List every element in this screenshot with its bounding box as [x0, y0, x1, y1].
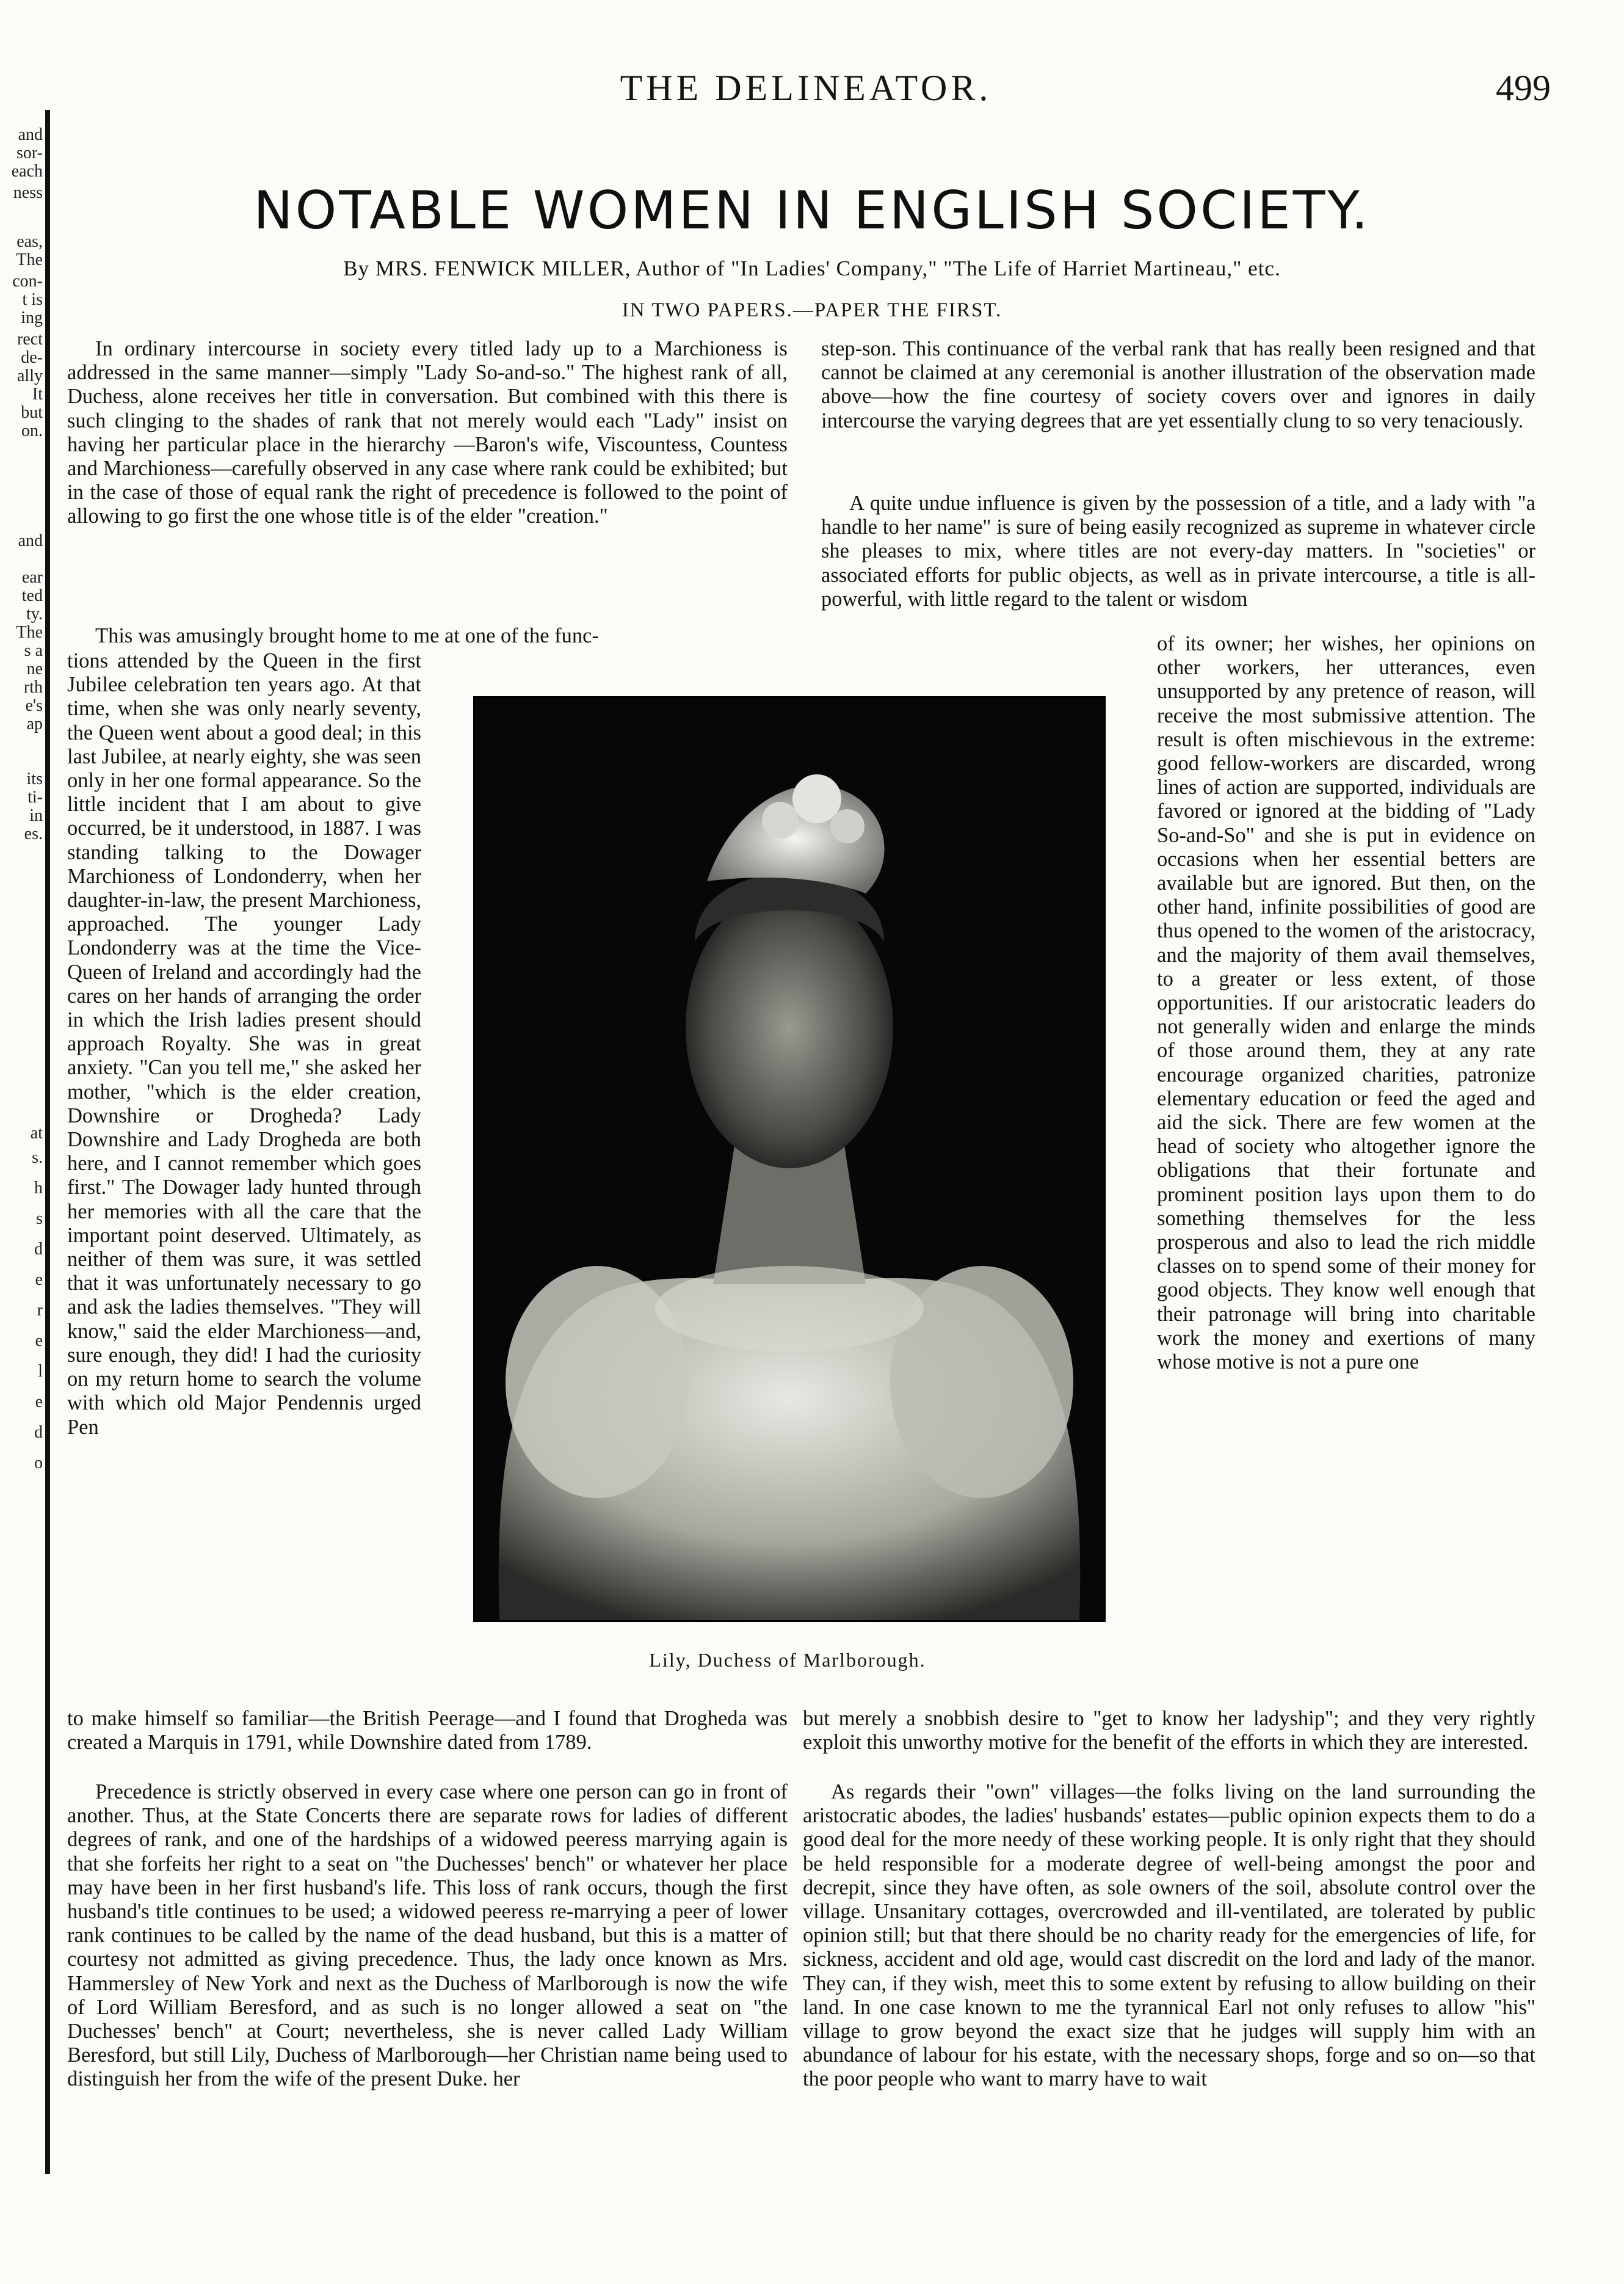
margin-fragment: e	[35, 1392, 43, 1411]
article-series-note: IN TWO PAPERS.—PAPER THE FIRST.	[622, 299, 1002, 321]
margin-fragment: d	[34, 1240, 43, 1259]
paragraph-3: Precedence is strictly observed in every case where one person can go in front of another. Thus, at the State Concerts there are separate rows for ladies of different degrees of rank, and one of the hardships of a widowed peeress marrying again is that she forfeits her right to a seat on "the Duchesses' bench" or whatever her place may have been in her first husband's life. This loss of rank occurs, though the first husband's title continues to be used; a widowed peeress re-marrying a peer of lower rank continues to be called by the name of the dead husband, but this is a matter of courtesy not admitted as giving precedence. Thus, the lady once known as Mrs. Hammersley of New York and next as the Duchess of Marlborough is now the wife of Lord William Beresford, and as such is no longer allowed a seat on "the Duchesses' bench" at Court; nevertheless, she is never called Lady William Beresford, but still Lily, Duchess of Marlborough—her Christian name being used to distinguish her from the wife of the present Duke. her	[67, 1780, 788, 2091]
margin-fragment: l	[38, 1362, 43, 1381]
margin-fragment: ty.	[26, 605, 43, 624]
margin-fragment: The	[16, 623, 43, 642]
paragraph-6: As regards their "own" villages—the folks living on the land surrounding the aristocratic abodes, the ladies' husbands' estates—public opinion expects them to do a good deal for the more needy of these working people. It is only right that they should be held responsible for a moderate degree of well-being amongst the poor and decrepit, since they have often, as sole owners of the soil, absolute control over the village. Unsanitary cottages, overcrowded and ill-ventilated, are tolerated by public opinion still; but that there should be no charity ready for the emergencies of life, for sickness, accident and old age, would cast discredit on the lord and lady of the manor. They can, if they wish, meet this to some extent by refusing to allow building on their land. In one case known to me the tyrannical Earl not only refuses to allow "his" village to grow beyond the exact size that he judges will supply him with an abundance of labour for his estate, with the necessary shops, forge and so on—so that the poor people who want to marry have to wait	[803, 1780, 1535, 2091]
article-byline: By MRS. FENWICK MILLER, Author of "In Ladies' Company," "The Life of Harriet Martineau," etc.	[343, 256, 1281, 280]
paragraph-5-close: but merely a snobbish desire to "get to know her ladyship"; and they very rightly exploit this unworthy motive for the benefit of the efforts in which they are interested.	[803, 1707, 1535, 1755]
margin-fragment: r	[37, 1301, 43, 1320]
margin-fragment: s.	[32, 1148, 43, 1167]
margin-fragment: t is	[22, 290, 43, 309]
portrait-photo	[473, 696, 1106, 1622]
margin-fragment: con-	[12, 272, 43, 291]
paragraph-5-lead: A quite undue influence is given by the possession of a title, and a lady with "a handle to her name" is sure of being easily recognized as supreme in whatever circle she pleases to mix, where titles are not every-day matters. In "societies" or associated efforts for public objects, as well as in private intercourse, a title is all-powerful, with little regard to the talent or wisdom	[821, 492, 1535, 611]
photo-caption: Lily, Duchess of Marlborough.	[649, 1649, 926, 1671]
magazine-name: THE DELINEATOR.	[620, 68, 992, 108]
margin-fragment: ing	[21, 308, 43, 327]
paragraph-2-wrap: tions attended by the Queen in the first Jubilee celebration ten years ago. At that time, when she was only nearly seventy, the Queen went about a good deal; in this last Jubilee, at nearly eighty, she was seen only in her one formal appearance. So the little incident that I am about to give occurred, be it understood, in 1887. I was standing talking to the Dowager Marchioness of Londonderry, when her daughter-in-law, the present Marchioness, approached. The younger Lady Londonderry was at the time the Vice-Queen of Ireland and accordingly had the cares on her hands of arranging the order in which the Irish ladies present should approach Royalty. She was in great anxiety. "Can you tell me," she asked her mother, "which is the elder creation, Downshire or Drogheda? Lady Downshire and Lady Drogheda are both here, and I cannot remember which goes first." The Dowager lady hunted through her memories with all the care that the important point deserved. Ultimately, as neither of them was sure, it was settled that it was unfortunately necessary to go and ask the ladies themselves. "They will know," said the elder Marchioness—and, sure enough, they did! I had the curiosity on my return home to search the volume with which old Major Pendennis urged Pen	[67, 649, 421, 1439]
adjacent-page-margin	[0, 0, 43, 2284]
paragraph-2-close: to make himself so familiar—the British Peerage—and I found that Drogheda was created a Marquis in 1791, while Downshire dated from 1789.	[67, 1707, 788, 1755]
margin-fragment: ti-	[27, 788, 43, 807]
paragraph-1: In ordinary intercourse in society every titled lady up to a Marchioness is addressed in the same manner—simply "Lady So-and-so." The highest rank of all, Duchess, alone receives her title in conversation. But combined with this there is such clinging to the shades of rank that not merely would each "Lady" insist on having her particular place in the hierarchy —Baron's wife, Viscountess, Countess and Marchioness—carefully observed in any case where rank could be exhibited; but in the case of those of equal rank the right of precedence is followed to the point of allowing to go first the one whose title is of the elder "creation."	[67, 337, 788, 528]
margin-fragment: s	[36, 1209, 43, 1228]
paragraph-2-lead: This was amusingly brought home to me at one of the func-	[95, 624, 599, 647]
margin-fragment: but	[21, 403, 43, 422]
paragraph-4: step-son. This continuance of the verbal rank that has really been resigned and that cannot be claimed at any ceremonial is another illustration of the observation made above—how the fine courtesy of society covers over and ignores in daily intercourse the varying degrees that are yet essentially clung to so very tenaciously.	[821, 337, 1535, 432]
margin-fragment: at	[30, 1124, 43, 1143]
margin-fragment: ap	[26, 715, 43, 733]
page-number: 499	[1496, 68, 1551, 108]
article-title: NOTABLE WOMEN IN ENGLISH SOCIETY.	[253, 180, 1371, 241]
margin-fragment: ness	[13, 183, 43, 202]
margin-fragment: rect	[17, 330, 43, 349]
paragraph-5-wrap: of its owner; her wishes, her opinions on other workers, her utterances, even unsupported by any pretence of reason, will receive the most submissive attention. The result is often mischievous in the extreme: good fellow-workers are discarded, wrong lines of action are supported, individuals are favored or ignored at the bidding of "Lady So-and-So" and she is put in evidence on occasions when her essential betters are available but are ignored. But then, on the other hand, infinite possibilities of good are thus opened to the women of the aristocracy, and the majority of them avail themselves, to a greater or less extent, of those opportunities. If our aristocratic leaders do not generally widen and enlarge the minds of those around them, they at any rate encourage organized charities, patronize elementary education or feed the aged and aid the sick. There are few women at the head of society who altogether ignore the obligations that their fortunate and prominent position lays upon them to do something themselves for the less prosperous and also to lead the rich middle classes on to spend some of their money for good objects. They know well enough that their patronage will bring into charitable work the money and exertions of many whose motive is not a pure one	[1157, 632, 1535, 1374]
margin-fragment: sor-	[16, 144, 43, 162]
margin-fragment: It	[32, 385, 43, 404]
margin-fragment: ted	[21, 586, 43, 605]
margin-fragment: e	[35, 1270, 43, 1289]
margin-fragment: ally	[17, 366, 43, 385]
margin-fragment: rth	[23, 678, 43, 697]
margin-fragment: The	[16, 250, 43, 269]
margin-fragment: on.	[21, 421, 43, 440]
margin-fragment: ear	[21, 568, 43, 587]
margin-fragment: each	[11, 162, 43, 181]
margin-fragment: and	[18, 531, 43, 550]
margin-fragment: eas,	[16, 232, 43, 251]
margin-fragment: de-	[21, 348, 43, 367]
margin-fragment: h	[34, 1179, 43, 1198]
margin-fragment: and	[18, 125, 43, 144]
margin-fragment: o	[34, 1453, 43, 1472]
margin-fragment: s a	[24, 641, 43, 660]
margin-fragment: e's	[25, 696, 43, 715]
margin-fragment: ne	[26, 660, 43, 678]
margin-fragment: es.	[24, 824, 43, 843]
margin-fragment: e	[35, 1331, 43, 1350]
margin-fragment: its	[26, 769, 43, 788]
binding-rule	[45, 110, 50, 2174]
running-head	[0, 67, 1624, 116]
portrait-image	[475, 698, 1104, 1620]
margin-fragment: in	[29, 806, 43, 825]
margin-fragment: d	[34, 1423, 43, 1442]
